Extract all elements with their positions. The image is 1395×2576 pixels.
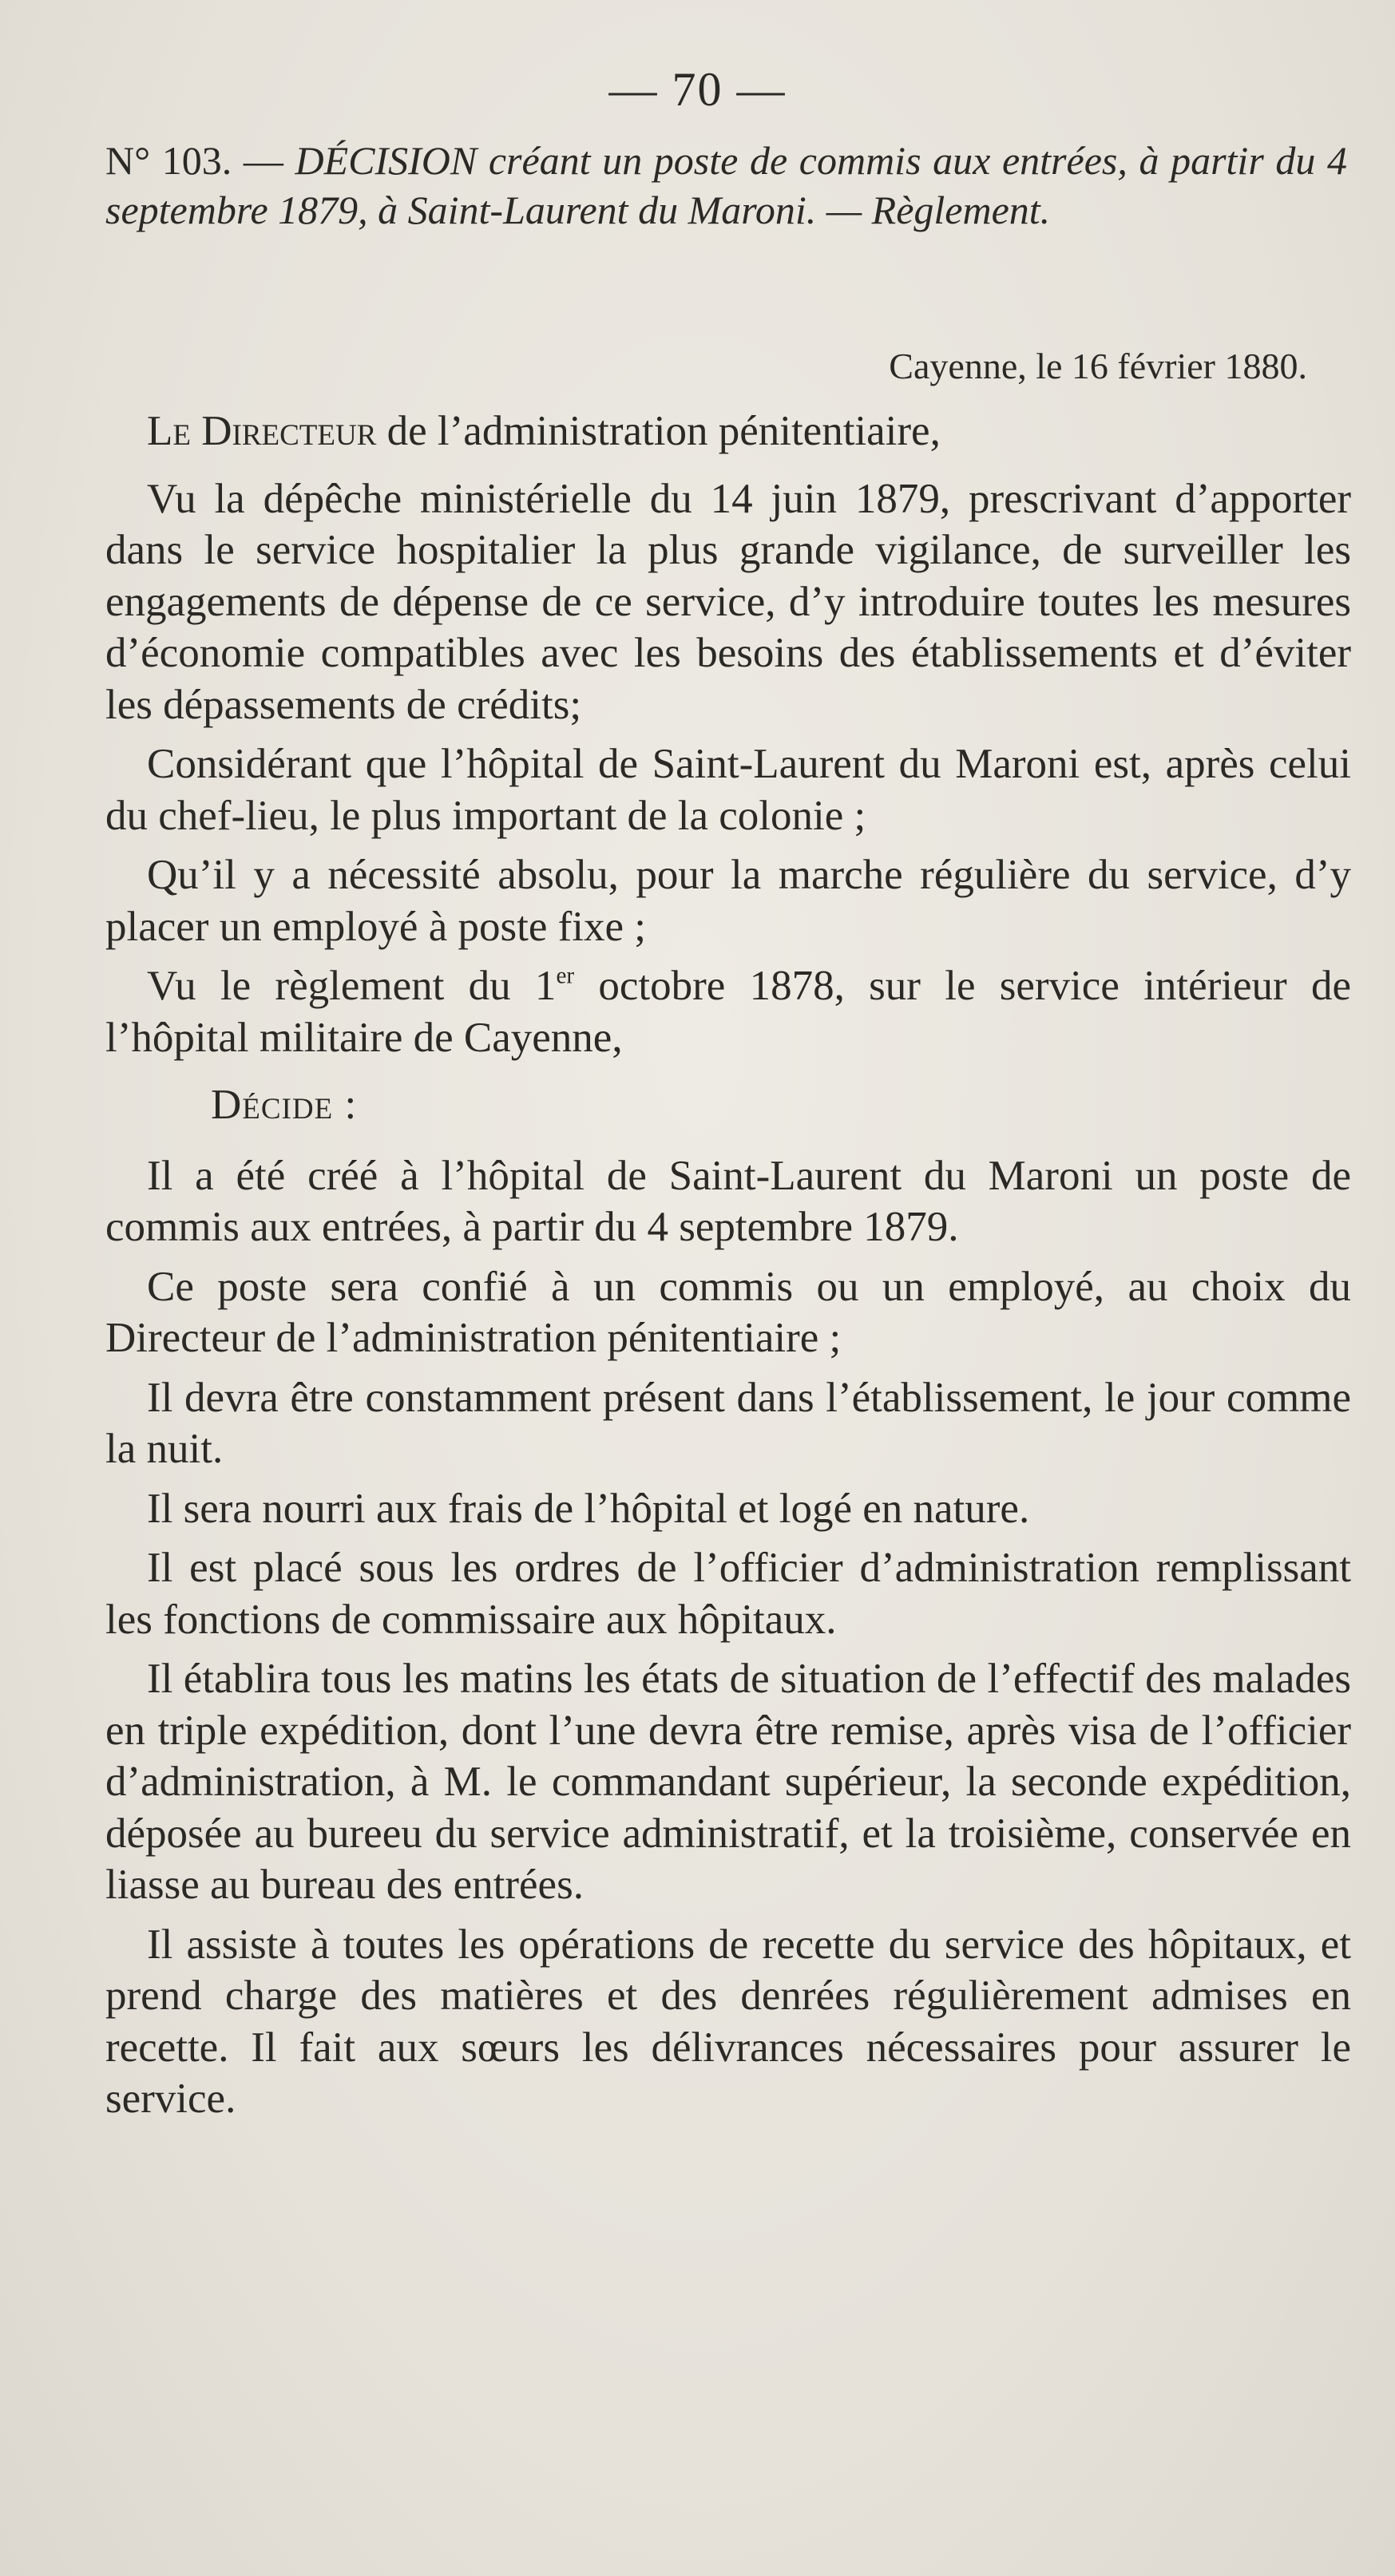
director-rest: de l’administration pénitentiaire, — [376, 408, 941, 454]
paragraph-3: Qu’il y a nécessité absolu, pour la marche régulière du service, d’y placer un employé à poste fixe ; — [105, 852, 1351, 950]
paragraph-5: Il a été créé à l’hôpital de Saint-Laurent du Maroni un poste de commis aux entrées, à partir du 4 septembre 1879. — [105, 1152, 1351, 1250]
decision-body — [105, 406, 1351, 2133]
paragraph-6: Ce poste sera confié à un commis ou un employé, au choix du Directeur de l’administration pénitentiaire ; — [105, 1263, 1351, 1361]
heading-title: DÉCISION créant un poste de commis aux entrées, à partir du 4 septembre 1879, à Saint-Laurent du Maroni. — Règlement. — [105, 138, 1348, 232]
paragraph-2: Considérant que l’hôpital de Saint-Laurent du Maroni est, après celui du chef-lieu, le plus important de la colonie ; — [105, 741, 1351, 839]
paragraph-1: Vu la dépêche ministérielle du 14 juin 1879, prescrivant d’apporter dans le service hospitalier la plus grande vigilance, de surveiller les engagements de dépense de ce service, d’y introduire toutes les mesures d’économie compatibles avec les besoins des établissements et d’éviter les dépassements de crédits; — [105, 475, 1351, 728]
paragraph-4 — [105, 960, 1351, 1063]
heading-number: N° 103. — [105, 138, 232, 183]
page-number: — 70 — — [608, 63, 787, 116]
place-and-date: Cayenne, le 16 février 1880. — [889, 346, 1307, 386]
paragraph-4-start: Vu le règlement du 1 — [147, 963, 557, 1009]
decision-heading — [105, 136, 1347, 235]
decide-heading: Décide : — [211, 1082, 358, 1128]
director-line — [105, 406, 1351, 457]
paragraph-10: Il établira tous les matins les états de situation de l’effectif des malades en triple expédition, dont l’une devra être remise, après visa de l’officier d’administration, à M. le commandant supérieur, la seconde expédition, déposée au bureeu du service administratif, et la troisième, conservée en liasse au bureau des entrées. — [105, 1656, 1351, 1908]
paragraph-8: Il sera nourri aux frais de l’hôpital et logé en nature. — [147, 1485, 1030, 1532]
paragraph-9: Il est placé sous les ordres de l’officier d’administration remplissant les fonctions de commissaire aux hôpitaux. — [105, 1545, 1351, 1643]
paragraph-7: Il devra être constamment présent dans l’établissement, le jour comme la nuit. — [105, 1374, 1351, 1472]
paragraph-4-end: octobre 1878, sur le service intérieur de l’hôpital militaire de Cayenne, — [105, 963, 1351, 1061]
paragraph-11: Il assiste à toutes les opérations de recette du service des hôpitaux, et prend charge des matières et des denrées régulièrement admises en recette. Il fait aux sœurs les délivrances nécessaires pour assurer le service. — [105, 1921, 1351, 2122]
director-title: Le Directeur — [147, 408, 377, 454]
paragraph-4-sup: er — [556, 963, 575, 989]
heading-dash: — — [232, 138, 295, 183]
